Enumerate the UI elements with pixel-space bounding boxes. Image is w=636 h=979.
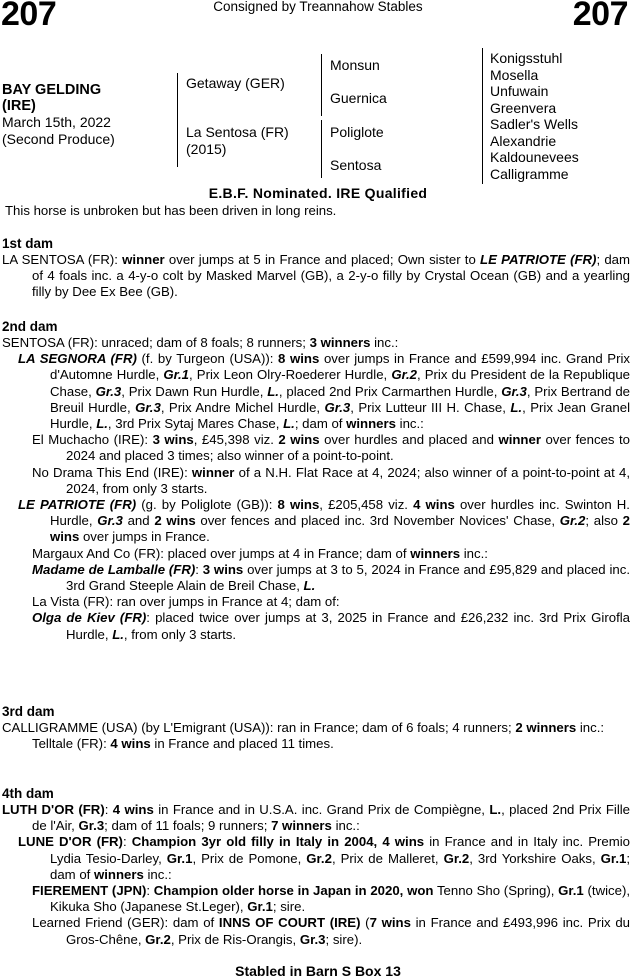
la-segnora-entry: LA SEGNORA (FR) (f. by Turgeon (USA)): 8 wins over jumps in France and £599,994 inc. Grand Prix d'Automne Hurdle, Gr.1, Prix Leon Olry-Roederer Hurdle, Gr.2, Prix du President de la Republique Chase, Gr.3, Prix Dawn Run Hurdle, L., placed 2nd Prix Carmarthen Hurdle, Gr.3, Prix Bertrand de Breuil Hurdle, Gr.3, Prix Andre Michel Hurdle, Gr.3, Prix Lutteur III H. Chase, L., Prix Jean Granel Hurdle, L., 3rd Prix Sytaj Mares Chase, L.; dam of winners inc.: — [18, 351, 631, 432]
consigned-by: Consigned by Treannahow Stables — [213, 0, 423, 14]
le-patriote-entry: LE PATRIOTE (FR) (g. by Poliglote (GB)): 8 wins, £205,458 viz. 4 wins over hurdles inc. Swinton H. Hurdle, Gr.3 and 2 wins over fences and placed inc. 3rd November Novices' Chase, Gr.2; also 2 wins over jumps in France. — [18, 497, 630, 545]
pedigree-gen3-6: Alexandrie — [490, 132, 557, 149]
horse-type: BAY GELDING — [2, 82, 102, 98]
pedigree-gen3-5: Sadler's Wells — [490, 116, 578, 132]
lot-number-right: 207 — [572, 0, 628, 33]
fierement-entry: FIEREMENT (JPN): Champion older horse in Japan in 2020, won Tenno Sho (Spring), Gr.1 (twice), Kikuka Sho (Japanese St.Leger), Gr.1; sire. — [32, 883, 631, 915]
third-dam-intro: CALLIGRAMME (USA) (by L'Emigrant (USA)): ran in France; dam of 6 foals; 4 runners; 2 winners inc.: — [2, 720, 605, 735]
pedigree-gen3 — [490, 50, 579, 182]
luth-dor-entry: LUTH D'OR (FR): 4 wins in France and in U.S.A. inc. Grand Prix de Compiègne, L., placed 2nd Prix Fille de l'Air, Gr.3; dam of 11 foals; 9 runners; 7 winners inc.: — [2, 802, 631, 834]
lot-number-left: 207 — [1, 0, 57, 33]
olga-de-kiev-entry: Olga de Kiev (FR): placed twice over jumps at 3, 2025 in France and £26,232 inc. 3rd Prix Girofla Hurdle, L., from only 3 starts. — [32, 610, 630, 642]
fourth-dam-block — [2, 802, 630, 948]
third-dam-block — [2, 720, 630, 752]
pedigree-gen3-1: Konigsstuhl — [490, 50, 563, 66]
pedigree-gen2-3: Poliglote — [330, 124, 384, 140]
madame-de-lamballe-entry: Madame de Lamballe (FR): 3 wins over jumps at 3 to 5, 2024 in France and £95,829 and placed inc. 3rd Grand Steeple Alain de Breil Chase, L. — [32, 561, 630, 594]
pedigree-dam: La Sentosa (FR) (2015) — [186, 124, 289, 157]
pedigree-gen3-8: Calligramme — [490, 165, 569, 182]
margaux-entry: Margaux And Co (FR): placed over jumps at 4 in France; dam of winners inc.: — [32, 545, 488, 561]
learned-friend-entry: Learned Friend (GER): dam of INNS OF COURT (IRE) (7 wins in France and £493,996 inc. Prix du Gros-Chêne, Gr.2, Prix de Ris-Orangis, Gr.3; sire). — [32, 915, 630, 947]
first-dam-block — [2, 252, 630, 301]
first-dam-text: LA SENTOSA (FR): winner over jumps at 5 in France and placed; Own sister to LE PATRIOTE (FR); dam of 4 foals inc. a 4-y-o colt by Masked Marvel (GB), a 2-y-o filly by Crystal Ocean (GB) and a yearling filly by Dee Ex Bee (GB). — [2, 252, 630, 300]
pedigree-gen3-3: Unfuwain — [490, 83, 549, 99]
lune-dor-entry: LUNE D'OR (FR): Champion 3yr old filly in Italy in 2004, 4 wins in France and in Italy inc. Premio Lydia Tesio-Darley, Gr.1, Prix de Pomone, Gr.2, Prix de Malleret, Gr.2, 3rd Yorkshire Oaks, Gr.1; dam of winners inc.: — [18, 834, 631, 882]
nominations: E.B.F. Nominated. IRE Qualified — [208, 185, 428, 201]
horse-produce: (Second Produce) — [2, 130, 115, 147]
horse-origin: (IRE) — [2, 98, 36, 115]
fourth-dam-heading: 4th dam — [2, 786, 54, 801]
pedigree-bracket-4 — [482, 48, 483, 184]
intro-note: This horse is unbroken but has been driven in long reins. — [5, 203, 337, 218]
pedigree-bracket-2 — [321, 54, 322, 116]
pedigree-sire: Getaway (GER) — [186, 75, 285, 91]
first-dam-heading: 1st dam — [2, 236, 54, 251]
pedigree-gen2-4: Sentosa — [330, 157, 382, 173]
pedigree-bracket-1 — [177, 73, 178, 167]
pedigree-gen3-7: Kaldounevees — [490, 149, 579, 165]
pedigree-gen2-1: Monsun — [330, 57, 380, 73]
second-dam-heading: 2nd dam — [2, 319, 58, 334]
pedigree-bracket-3 — [321, 120, 322, 178]
pedigree-gen2-2: Guernica — [330, 90, 387, 106]
third-dam-heading: 3rd dam — [2, 704, 55, 719]
second-dam-block — [2, 335, 630, 643]
stable-location: Stabled in Barn S Box 13 — [235, 963, 401, 979]
no-drama-entry: No Drama This End (IRE): winner of a N.H. Flat Race at 4, 2024; also winner of a point-to-point at 4, 2024, from only 3 starts. — [32, 464, 630, 496]
la-vista-entry: La Vista (FR): ran over jumps in France at 4; dam of: — [32, 594, 340, 610]
pedigree-gen3-4: Greenvera — [490, 99, 557, 116]
el-muchacho-entry: El Muchacho (IRE): 3 wins, £45,398 viz. 2 wins over hurdles and placed and winner over fences to 2024 and placed 3 times; also winner of a point-to-point. — [32, 432, 631, 464]
horse-description — [2, 82, 115, 147]
horse-dob: March 15th, 2022 — [2, 114, 111, 131]
second-dam-intro: SENTOSA (FR): unraced; dam of 8 foals; 8 runners; 3 winners inc.: — [2, 335, 399, 350]
pedigree-gen3-2: Mosella — [490, 66, 539, 83]
telltale-entry: Telltale (FR): 4 wins in France and placed 11 times. — [32, 736, 334, 752]
